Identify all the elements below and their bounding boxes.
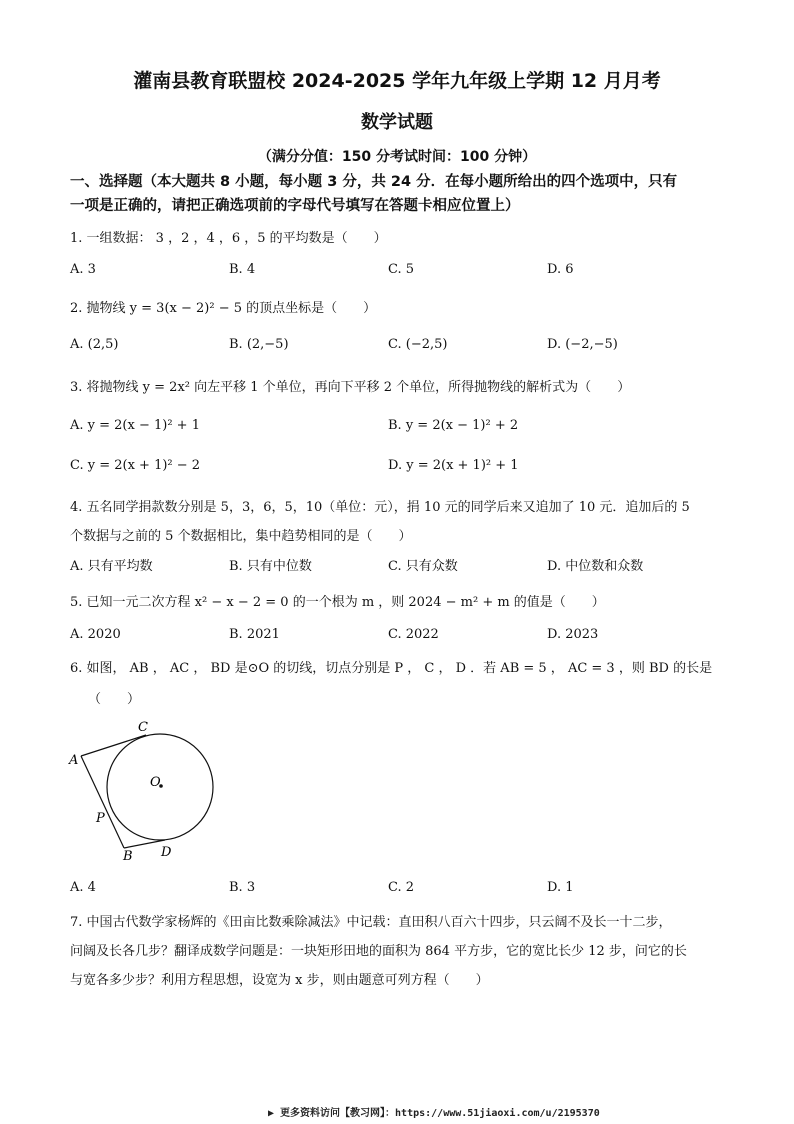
- q4-option-a[interactable]: A. 只有平均数: [70, 559, 153, 574]
- label-a: A: [69, 753, 79, 768]
- q5-option-d[interactable]: D. 2023: [547, 627, 599, 642]
- q1-option-a[interactable]: A. 3: [70, 262, 96, 277]
- question-3-stem: 3. 将抛物线 y = 2x² 向左平移 1 个单位，再向下平移 2 个单位，所得抛物线的解析式为（ ）: [70, 380, 631, 395]
- label-b: B: [123, 849, 133, 864]
- label-d: D: [161, 845, 172, 860]
- q5-option-a[interactable]: A. 2020: [70, 627, 121, 642]
- q5-option-b[interactable]: B. 2021: [229, 627, 280, 642]
- q3-option-d[interactable]: D. y = 2(x + 1)² + 1: [388, 458, 519, 473]
- tangent-circle-figure: [60, 712, 240, 872]
- q6-option-a[interactable]: A. 4: [70, 880, 96, 895]
- q6-option-d[interactable]: D. 1: [547, 880, 574, 895]
- q1-option-c[interactable]: C. 5: [388, 262, 415, 277]
- section-heading-line2: 一项是正确的，请把正确选项前的字母代号填写在答题卡相应位置上）: [70, 198, 520, 214]
- q1-option-b[interactable]: B. 4: [229, 262, 256, 277]
- label-p: P: [96, 811, 105, 826]
- question-7-stem-line3: 与宽各多少步？利用方程思想，设宽为 x 步，则由题意可列方程（ ）: [70, 973, 489, 988]
- q1-option-d[interactable]: D. 6: [547, 262, 574, 277]
- tangent-ab: [81, 756, 124, 848]
- q4-option-b[interactable]: B. 只有中位数: [229, 559, 312, 574]
- section-heading-line1: 一、选择题（本大题共 8 小题，每小题 3 分，共 24 分．在每小题所给出的四个选项中，只有: [70, 174, 678, 190]
- question-7-stem-line2: 问阔及长各几步？翻译成数学问题是：一块矩形田地的面积为 864 平方步，它的宽比长少 12 步，问它的长: [70, 944, 687, 959]
- question-2-stem: 2. 抛物线 y = 3(x − 2)² − 5 的顶点坐标是（ ）: [70, 301, 377, 316]
- q3-option-c[interactable]: C. y = 2(x + 1)² − 2: [70, 458, 201, 473]
- q2-option-a[interactable]: A. (2,5): [70, 337, 119, 352]
- exam-meta: （满分分值：150 分考试时间：100 分钟）: [257, 149, 537, 165]
- q6-option-c[interactable]: C. 2: [388, 880, 415, 895]
- label-o: O: [150, 775, 161, 790]
- question-6-stem-line1: 6. 如图， AB ， AC ， BD 是⊙O 的切线，切点分别是 P ， C ， D ．若 AB = 5 ， AC = 3 ，则 BD 的长是: [70, 661, 713, 676]
- question-5-stem: 5. 已知一元二次方程 x² − x − 2 = 0 的一个根为 m ，则 2024 − m² + m 的值是（ ）: [70, 595, 605, 610]
- question-4-stem-line1: 4. 五名同学捐款数分别是 5，3，6，5，10（单位：元），捐 10 元的同学后来又追加了 10 元．追加后的 5: [70, 500, 690, 515]
- label-c: C: [138, 720, 148, 735]
- exam-title: 灌南县教育联盟校 2024-2025 学年九年级上学期 12 月月考: [133, 70, 661, 92]
- q6-option-b[interactable]: B. 3: [229, 880, 256, 895]
- footer-link[interactable]: ▶ 更多资料访问【教习网】：https://www.51jiaoxi.com/u/2195370: [268, 1108, 600, 1119]
- exam-subtitle: 数学试题: [361, 112, 433, 133]
- q4-option-d[interactable]: D. 中位数和众数: [547, 559, 644, 574]
- q3-option-b[interactable]: B. y = 2(x − 1)² + 2: [388, 418, 519, 433]
- question-4-stem-line2: 个数据与之前的 5 个数据相比，集中趋势相同的是（ ）: [70, 529, 412, 544]
- tangent-ac: [81, 735, 146, 756]
- tangent-bd: [124, 840, 165, 848]
- q2-option-b[interactable]: B. (2,−5): [229, 337, 289, 352]
- q2-option-d[interactable]: D. (−2,−5): [547, 337, 618, 352]
- q3-option-a[interactable]: A. y = 2(x − 1)² + 1: [70, 418, 200, 433]
- question-7-stem-line1: 7. 中国古代数学家杨辉的《田亩比数乘除减法》中记载：直田积八百六十四步，只云阔不及长一十二步，: [70, 915, 672, 930]
- question-1-stem: 1. 一组数据： 3 ，2 ，4 ，6 ，5 的平均数是（ ）: [70, 231, 387, 246]
- q2-option-c[interactable]: C. (−2,5): [388, 337, 448, 352]
- q5-option-c[interactable]: C. 2022: [388, 627, 439, 642]
- q4-option-c[interactable]: C. 只有众数: [388, 559, 458, 574]
- question-6-stem-line2: （ ）: [88, 692, 141, 707]
